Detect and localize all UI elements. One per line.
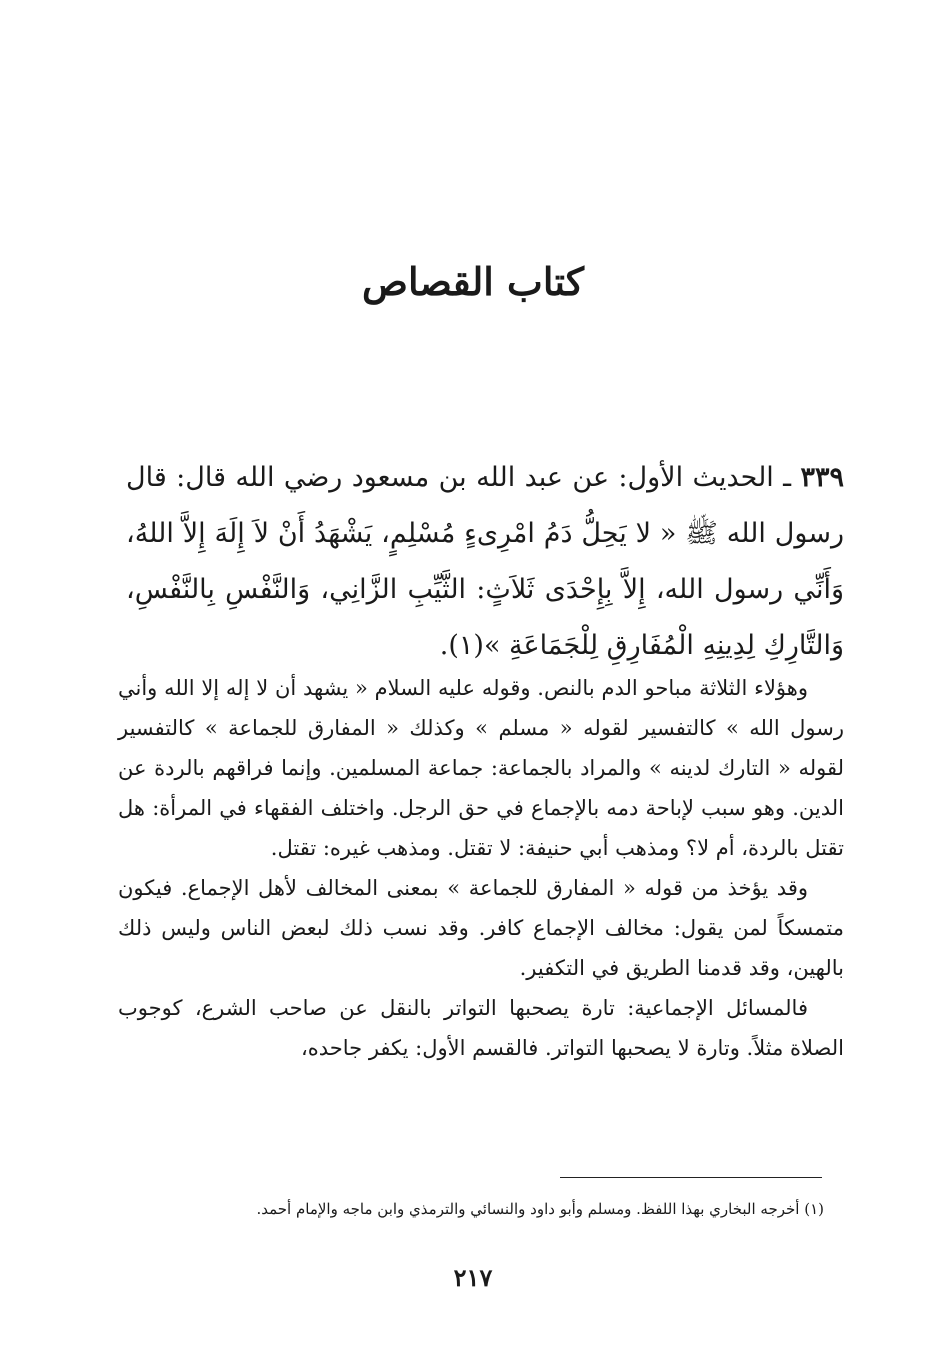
page-number: ٢١٧ [453, 1263, 493, 1292]
commentary [118, 668, 844, 1068]
commentary-paragraph: فالمسائل الإجماعية: تارة يصحبها التواتر بالنقل عن صاحب الشرع، كوجوب الصلاة مثلاً. وتارة لا يصحبها التواتر. فالقسم الأول: يكفر جاحده، [118, 996, 844, 1060]
footnote: (١) أخرجه البخاري بهذا اللفظ. ومسلم وأبو داود والنسائي والترمذي وابن ماجه والإمام أحمد. [256, 1200, 824, 1218]
commentary-paragraph: وقد يؤخذ من قوله « المفارق للجماعة » بمعنى المخالف لأهل الإجماع. فيكون متمسكاً لمن يقول: مخالف الإجماع كافر. وقد نسب ذلك لبعض الناس وليس ذلك بالهين، وقد قدمنا الطريق في التكفير. [118, 876, 844, 980]
chapter-title: كتاب القصاص [362, 259, 584, 304]
hadith-body: ـ الحديث الأول: عن عبد الله بن مسعود رضي الله قال: قال رسول الله ﷺ « لا يَحِلُّ دَمُ امْرِىءٍ مُسْلِمٍ، يَشْهَدُ أَنْ لاَ إِلَهَ إِلاَّ اللهُ، وَأَنِّي رسول الله، إِلاَّ بِإِحْدَى ثَلاَثٍ: الثَّيِّبِ الزَّانِي، وَالنَّفْسِ بِالنَّفْسِ، وَالتَّارِكِ لِدِينِهِ الْمُفَارِقِ لِلْجَمَاعَةِ »(١). [126, 462, 844, 661]
commentary-paragraph: وهؤلاء الثلاثة مباحو الدم بالنص. وقوله عليه السلام « يشهد أن لا إله إلا الله وأني رسول الله » كالتفسير لقوله « مسلم » وكذلك « المفارق للجماعة » كالتفسير لقوله « التارك لدينه » والمراد بالجماعة: جماعة المسلمين. وإنما فراقهم بالردة عن الدين. وهو سبب لإباحة دمه بالإجماع في حق الرجل. واختلف الفقهاء في المرأة: هل تقتل بالردة، أم لا؟ ومذهب أبي حنيفة: لا تقتل. ومذهب غيره: تقتل. [118, 676, 844, 860]
hadith-text [126, 450, 844, 674]
hadith-number: ٣٣٩ [800, 462, 844, 493]
footnote-divider [560, 1177, 822, 1178]
